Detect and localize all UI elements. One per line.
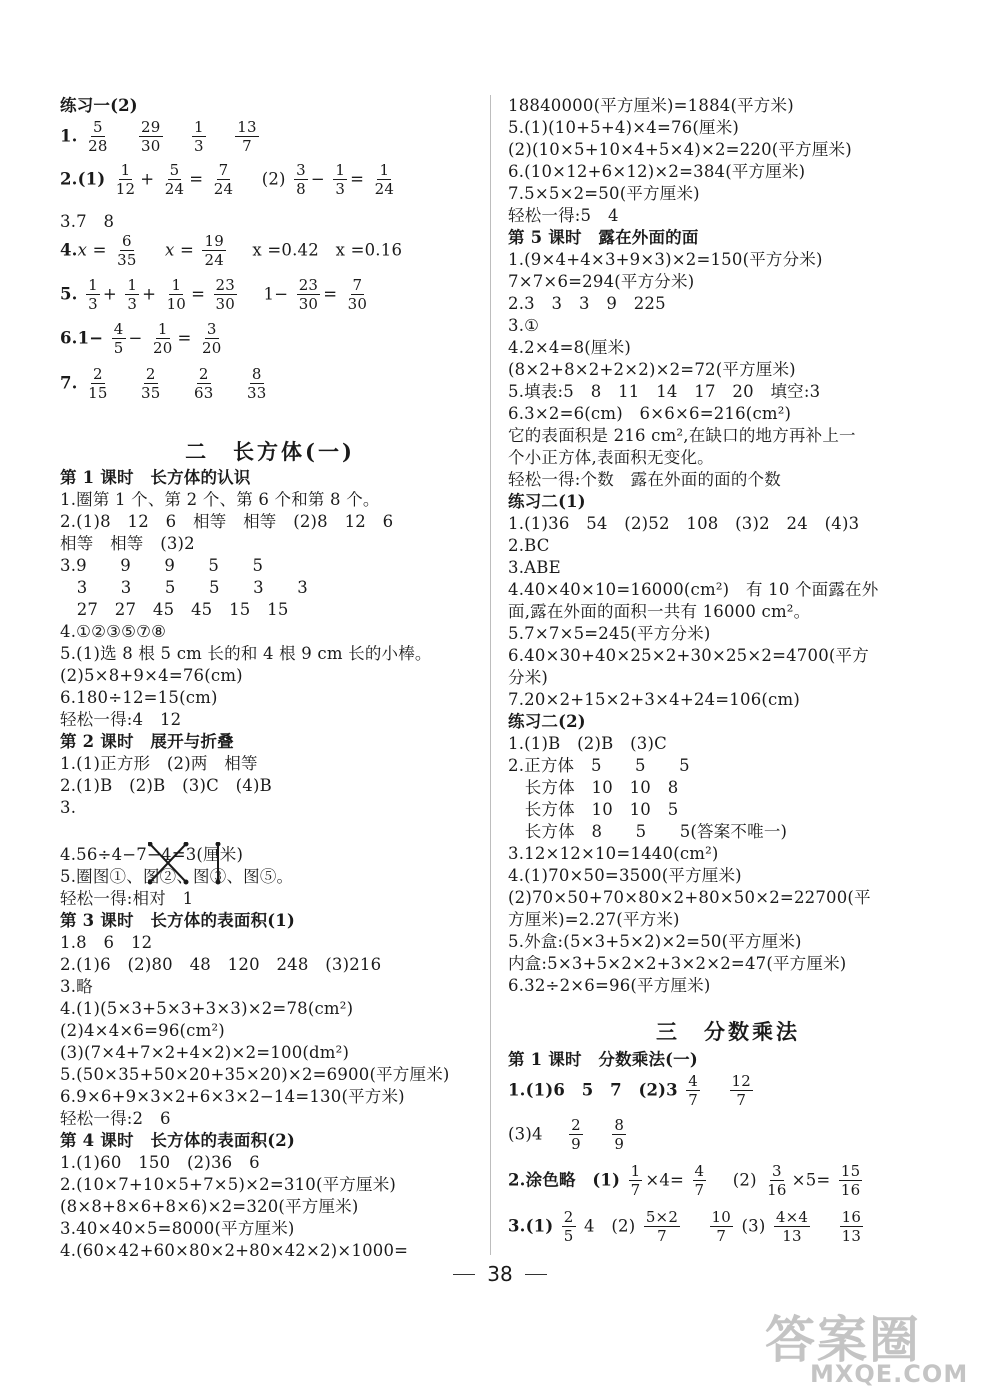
footer-dash [525, 1274, 547, 1275]
answer-line: 2.BC [508, 536, 550, 555]
watermark-text: 答案圈 [765, 1311, 921, 1369]
fraction-line-3: 2.涂色略 (1) $\frac{1}{7}$ ×4= $\frac{4}{7}$ (2) $\frac{3}{16}$ ×5= $\frac{15}{16}$ [508, 1162, 861, 1199]
answer-line: 长方体 8 5 5(答案不唯一) [508, 822, 788, 841]
bonus-line: 轻松一得:5 4 [508, 206, 619, 225]
answer-line: 5.圈图①、图②、图③、图⑤。 [60, 867, 294, 886]
answer-line: 3.略 [60, 977, 93, 996]
bonus-line: 轻松一得:相对 1 [60, 889, 194, 908]
answer-line-4: 4.x = $\frac{6}{35}$ x = $\frac{19}{24}$ x =0.42 x =0.16 [60, 232, 403, 269]
bonus-line: 轻松一得:2 6 [60, 1109, 171, 1128]
section-heading: 练习二(1) [508, 492, 586, 511]
answer-line: 3.9 9 9 5 5 [60, 556, 264, 575]
answer-line: (8×2+8×2+2×2)×2=72(平方厘米) [508, 360, 796, 379]
answer-line: 6.40×30+40×25×2+30×25×2=4700(平方 [508, 646, 869, 665]
fraction: $\frac{29}{30}$ [141, 118, 161, 155]
fraction-line-2: (3)4 $\frac{2}{9}$ $\frac{8}{9}$ [508, 1116, 625, 1153]
page-footer [405, 1262, 595, 1286]
answer-line: 4.(1)70×50=3500(平方厘米) [508, 866, 742, 885]
bonus-line: 轻松一得:4 12 [60, 710, 182, 729]
section-heading: 练习一(2) [60, 96, 138, 115]
answer-line: 6.32÷2×6=96(平方厘米) [508, 976, 711, 995]
lesson-heading: 第 1 课时 分数乘法(一) [508, 1050, 698, 1069]
bonus-line: 轻松一得:个数 露在外面的面的个数 [508, 470, 781, 489]
answer-line: 7×7×6=294(平方分米) [508, 272, 695, 291]
answer-line: 1.(1)36 54 (2)52 108 (3)2 24 (4)3 [508, 514, 860, 533]
answer-line: (2)5×8+9×4=76(cm) [60, 666, 243, 685]
answer-line-3: 3.7 8 [60, 212, 115, 231]
page-number: 38 [487, 1262, 513, 1286]
answer-line: 6.9×6+9×3×2+6×3×2−14=130(平方米) [60, 1087, 405, 1106]
answer-line: 4.40×40×10=16000(cm²) 有 10 个面露在外 [508, 580, 879, 599]
answer-line-5: 5. $\frac{1}{3}$ + $\frac{1}{3}$ + $\frac{1}{10}$ = $\frac{23}{30}$ 1− $\frac{23}{30}$ = $\frac{7}{30}$ [60, 276, 368, 313]
answer-line: 1.(1)正方形 (2)两 相等 [60, 754, 258, 773]
answer-line: (2)4×4×6=96(cm²) [60, 1021, 225, 1040]
answer-line: 2.(1)8 12 6 相等 相等 (2)8 12 6 [60, 512, 394, 531]
fraction: $\frac{13}{7}$ [237, 118, 257, 155]
answer-line: 27 27 45 45 15 15 [60, 600, 289, 619]
answer-line: 6.(10×12+6×12)×2=384(平方厘米) [508, 162, 806, 181]
section-heading: 练习二(2) [508, 712, 586, 731]
answer-line-2: 2.(1) $\frac{1}{12}$ + $\frac{5}{24}$ = $\frac{7}{24}$ (2) $\frac{3}{8}$ − $\frac{1}{3}$ = $\frac{1}{24}$ [60, 161, 395, 198]
answer-line: 18840000(平方厘米)=1884(平方米) [508, 96, 794, 115]
watermark-logo [755, 1300, 985, 1390]
answer-line: 2.(1)6 (2)80 48 120 248 (3)216 [60, 955, 382, 974]
answer-line: 相等 相等 (3)2 [60, 534, 195, 553]
answer-line: (2)70×50+70×80×2+80×50×2=22700(平 [508, 888, 871, 907]
answer-line: 3 3 5 5 3 3 [60, 578, 308, 597]
answer-line: 分米) [508, 668, 549, 687]
answer-line: (8×8+8×6+8×6)×2=320(平方厘米) [60, 1197, 359, 1216]
answer-line: 5.(1)(10+5+4)×4=76(厘米) [508, 118, 740, 137]
fraction-line-1: 1.(1)6 5 7 (2)3 $\frac{4}{7}$ $\frac{12}{7}$ [508, 1072, 751, 1109]
answer-line: 1.圈第 1 个、第 2 个、第 6 个和第 8 个。 [60, 490, 380, 509]
answer-line: 3.12×12×10=1440(cm²) [508, 844, 719, 863]
answer-line: 面,露在外面的面积一共有 16000 cm²。 [508, 602, 811, 621]
answer-line-7: 7. $\frac{2}{15}$ $\frac{2}{35}$ $\frac{2}{63}$ $\frac{8}{33}$ [60, 365, 267, 402]
lesson-heading: 第 1 课时 长方体的认识 [60, 468, 251, 487]
answer-line: 7.5×5×2=50(平方厘米) [508, 184, 700, 203]
answer-line: 4.①②③⑤⑦⑧ [60, 622, 167, 641]
answer-line: 7.20×2+15×2+3×4+24=106(cm) [508, 690, 800, 709]
answer-line: 2.正方体 5 5 5 [508, 756, 690, 775]
answer-line: 方厘米)=2.27(平方米) [508, 910, 680, 929]
answer-line: 3.40×40×5=8000(平方厘米) [60, 1219, 295, 1238]
answer-line: 5.外盒:(5×3+5×2)×2=50(平方厘米) [508, 932, 802, 951]
answer-line: 1.(9×4+4×3+9×3)×2=150(平方分米) [508, 250, 823, 269]
answer-line: 2.(1)B (2)B (3)C (4)B [60, 776, 272, 795]
answer-line-6: 6.1− $\frac{4}{5}$ − $\frac{1}{20}$ = $\frac{3}{20}$ [60, 320, 222, 357]
answer-line: 1.(1)B (2)B (3)C [508, 734, 667, 753]
answer-line: 1.8 6 12 [60, 933, 153, 952]
lesson-heading: 第 2 课时 展开与折叠 [60, 732, 234, 751]
watermark-url: MXQE.COM [810, 1360, 969, 1388]
answer-line-1: 1. $\frac{5}{28}$ $\frac{29}{30}$ $\frac{1}{3}$ $\frac{13}{7}$ [60, 118, 257, 155]
answer-line: 内盒:5×3+5×2×2+3×2×2=47(平方厘米) [508, 954, 847, 973]
fraction-line-4: 3.(1) $\frac{2}{5}$ 4 (2) $\frac{5\times 2}{7}$ $\frac{10}{7}$ (3) $\frac{4\times 4}{13}$ $\frac{16}{13}$ [508, 1208, 862, 1245]
answer-line: 3.① [508, 316, 540, 335]
answer-line: 2.3 3 3 9 225 [508, 294, 666, 313]
lesson-heading: 第 3 课时 长方体的表面积(1) [60, 911, 295, 930]
answer-line: 4.56÷4−7−4=3(厘米) [60, 845, 244, 864]
answer-line: (3)(7×4+7×2+4×2)×2=100(dm²) [60, 1043, 350, 1062]
answer-line: 6.3×2=6(cm) 6×6×6=216(cm²) [508, 404, 792, 423]
chapter-title: 三 分数乘法 [656, 1019, 800, 1044]
answer-line: 4.(60×42+60×80×2+80×42×2)×1000= [60, 1241, 409, 1260]
answer-line: 5.7×7×5=245(平方分米) [508, 624, 711, 643]
answer-line: 3.ABE [508, 558, 561, 577]
answer-line: 4.2×4=8(厘米) [508, 338, 631, 357]
answer-line: 长方体 10 10 8 [508, 778, 679, 797]
answer-line: 它的表面积是 216 cm²,在缺口的地方再补上一 [508, 426, 856, 445]
fraction: $\frac{1}{3}$ [194, 118, 204, 155]
answer-line: (2)(10×5+10×4+5×4)×2=220(平方厘米) [508, 140, 852, 159]
answer-line: 2.(10×7+10×5+7×5)×2=310(平方厘米) [60, 1175, 397, 1194]
answer-line: 个小正方体,表面积无变化。 [508, 448, 714, 467]
answer-line: 5.填表:5 8 11 14 17 20 填空:3 [508, 382, 821, 401]
footer-dash [453, 1274, 475, 1275]
answer-line: 6.180÷12=15(cm) [60, 688, 218, 707]
answer-line: 5.(1)选 8 根 5 cm 长的和 4 根 9 cm 长的小棒。 [60, 644, 432, 663]
answer-line: 3. [60, 798, 77, 817]
answer-line: 1.(1)60 150 (2)36 6 [60, 1153, 260, 1172]
answer-line: 长方体 10 10 5 [508, 800, 679, 819]
chapter-title: 二 长方体(一) [185, 439, 355, 464]
answer-line: 5.(50×35+50×20+35×20)×2=6900(平方厘米) [60, 1065, 450, 1084]
answer-line: 4.(1)(5×3+5×3+3×3)×2=78(cm²) [60, 999, 354, 1018]
column-divider [490, 95, 491, 1255]
fraction: $\frac{5}{28}$ [88, 118, 108, 155]
lesson-heading: 第 4 课时 长方体的表面积(2) [60, 1131, 295, 1150]
lesson-heading: 第 5 课时 露在外面的面 [508, 228, 699, 247]
